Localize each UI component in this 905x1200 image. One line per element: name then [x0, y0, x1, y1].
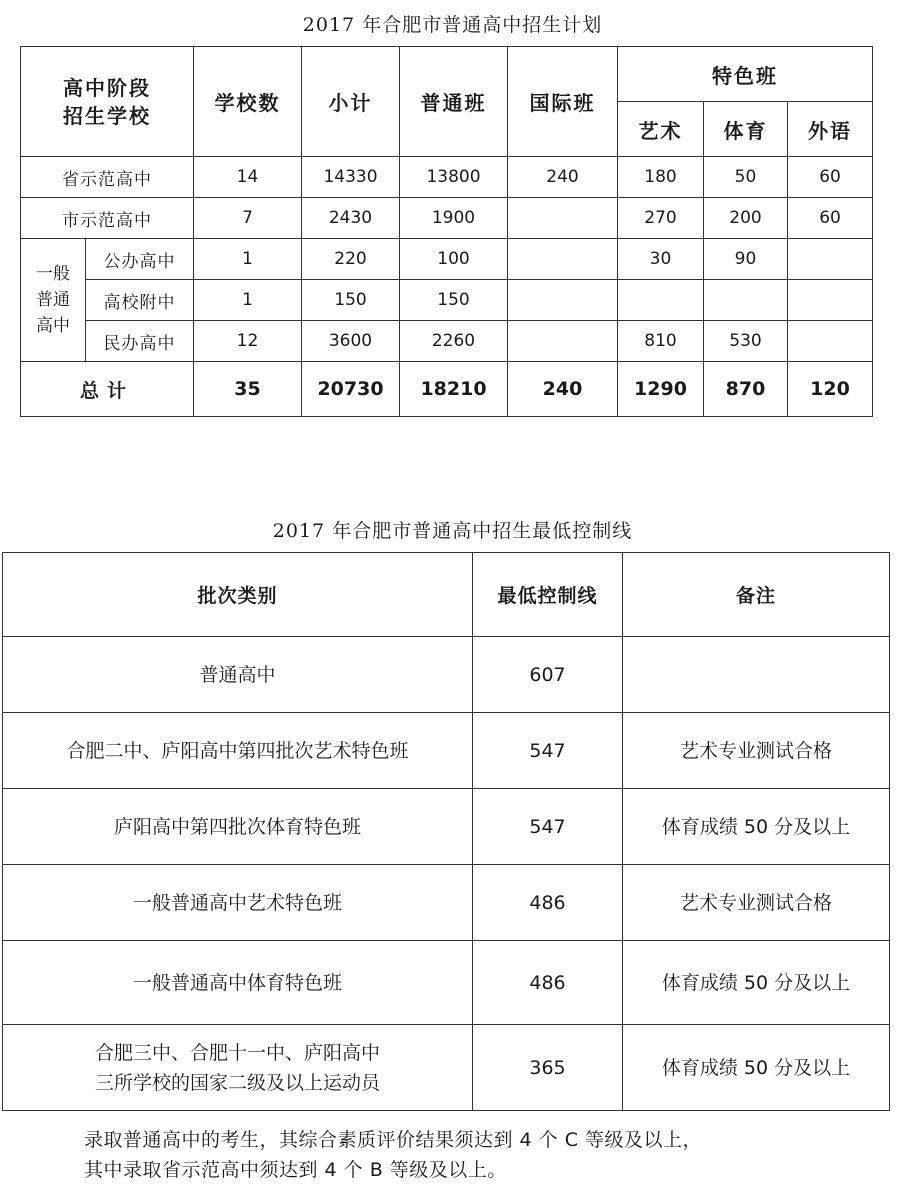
header-regular: 普通班: [400, 47, 508, 157]
cell-min-score: 607: [473, 637, 623, 713]
cell-subtotal: 3600: [302, 321, 400, 362]
total-label: 总计: [21, 362, 194, 417]
header-special: 特色班: [618, 47, 873, 102]
cell-foreign: [788, 321, 873, 362]
cell-sports: 200: [704, 198, 788, 239]
cell-min-score: 547: [473, 789, 623, 865]
table2-title: 2017 年合肥市普通高中招生最低控制线: [272, 520, 633, 542]
enrollment-plan-table: [20, 46, 873, 417]
row-label: 公办高中: [86, 239, 194, 280]
table-row: [21, 239, 873, 280]
row-label: 市示范高中: [21, 198, 194, 239]
cell-subtotal: 14330: [302, 157, 400, 198]
cell-count: 1: [194, 239, 302, 280]
cell-category: 一般普通高中体育特色班: [3, 941, 473, 1025]
group-label: 一般 普通 高中: [21, 239, 86, 362]
cell-count: 14: [194, 157, 302, 198]
cell-remark: 体育成绩 50 分及以上: [623, 789, 890, 865]
cell-international: [508, 198, 618, 239]
table-row: [3, 865, 890, 941]
cell-min-score: 486: [473, 941, 623, 1025]
header-school-count: 学校数: [194, 47, 302, 157]
cell-regular: 13800: [400, 157, 508, 198]
cell-sports: 50: [704, 157, 788, 198]
table-row: [3, 713, 890, 789]
cell-foreign: [788, 239, 873, 280]
table-row: [3, 1025, 890, 1111]
cell-foreign: 60: [788, 157, 873, 198]
table1-title: 2017 年合肥市普通高中招生计划: [302, 14, 603, 36]
cell-remark: [623, 637, 890, 713]
note-line-2: 其中录取省示范高中须达到 4 个 B 等级及以上。: [84, 1159, 507, 1181]
cell-category: 合肥二中、庐阳高中第四批次艺术特色班: [3, 713, 473, 789]
cell-subtotal: 2430: [302, 198, 400, 239]
cell-remark: 艺术专业测试合格: [623, 713, 890, 789]
total-subtotal: 20730: [302, 362, 400, 417]
min-score-table: [2, 552, 890, 1111]
cell-foreign: [788, 280, 873, 321]
table-row: [21, 321, 873, 362]
cell-sports: 90: [704, 239, 788, 280]
cell-art: 30: [618, 239, 704, 280]
total-regular: 18210: [400, 362, 508, 417]
table-row: [21, 280, 873, 321]
cell-category: 一般普通高中艺术特色班: [3, 865, 473, 941]
table-row: [21, 198, 873, 239]
cell-art: 270: [618, 198, 704, 239]
cell-regular: 150: [400, 280, 508, 321]
cell-art: 180: [618, 157, 704, 198]
table-row: [21, 157, 873, 198]
header-school-type: 高中阶段 招生学校: [21, 47, 194, 157]
total-sports: 870: [704, 362, 788, 417]
admission-note: [84, 1125, 702, 1185]
cell-category: 合肥三中、合肥十一中、庐阳高中 三所学校的国家二级及以上运动员: [3, 1025, 473, 1111]
cell-min-score: 547: [473, 713, 623, 789]
total-count: 35: [194, 362, 302, 417]
total-foreign: 120: [788, 362, 873, 417]
row-label: 高校附中: [86, 280, 194, 321]
cell-regular: 1900: [400, 198, 508, 239]
cell-count: 12: [194, 321, 302, 362]
note-line-1: 录取普通高中的考生，其综合素质评价结果须达到 4 个 C 等级及以上，: [84, 1129, 703, 1151]
total-international: 240: [508, 362, 618, 417]
total-art: 1290: [618, 362, 704, 417]
cell-min-score: 486: [473, 865, 623, 941]
cell-foreign: 60: [788, 198, 873, 239]
cell-regular: 2260: [400, 321, 508, 362]
header-foreign: 外语: [788, 102, 873, 157]
cell-international: [508, 239, 618, 280]
cell-sports: 530: [704, 321, 788, 362]
row-label: 民办高中: [86, 321, 194, 362]
cell-min-score: 365: [473, 1025, 623, 1111]
cell-international: [508, 321, 618, 362]
header-min-score: 最低控制线: [473, 553, 623, 637]
row-label: 省示范高中: [21, 157, 194, 198]
cell-remark: 艺术专业测试合格: [623, 865, 890, 941]
cell-art: [618, 280, 704, 321]
cell-subtotal: 150: [302, 280, 400, 321]
header-art: 艺术: [618, 102, 704, 157]
cell-subtotal: 220: [302, 239, 400, 280]
cell-count: 1: [194, 280, 302, 321]
table-row: [3, 637, 890, 713]
total-row: [21, 362, 873, 417]
header-sports: 体育: [704, 102, 788, 157]
cell-count: 7: [194, 198, 302, 239]
table-row: [3, 789, 890, 865]
cell-international: 240: [508, 157, 618, 198]
header-subtotal: 小计: [302, 47, 400, 157]
cell-sports: [704, 280, 788, 321]
header-remark: 备注: [623, 553, 890, 637]
cell-category: 庐阳高中第四批次体育特色班: [3, 789, 473, 865]
cell-category: 普通高中: [3, 637, 473, 713]
table-row: [3, 941, 890, 1025]
cell-remark: 体育成绩 50 分及以上: [623, 941, 890, 1025]
cell-international: [508, 280, 618, 321]
header-international: 国际班: [508, 47, 618, 157]
cell-art: 810: [618, 321, 704, 362]
cell-remark: 体育成绩 50 分及以上: [623, 1025, 890, 1111]
cell-regular: 100: [400, 239, 508, 280]
header-category: 批次类别: [3, 553, 473, 637]
